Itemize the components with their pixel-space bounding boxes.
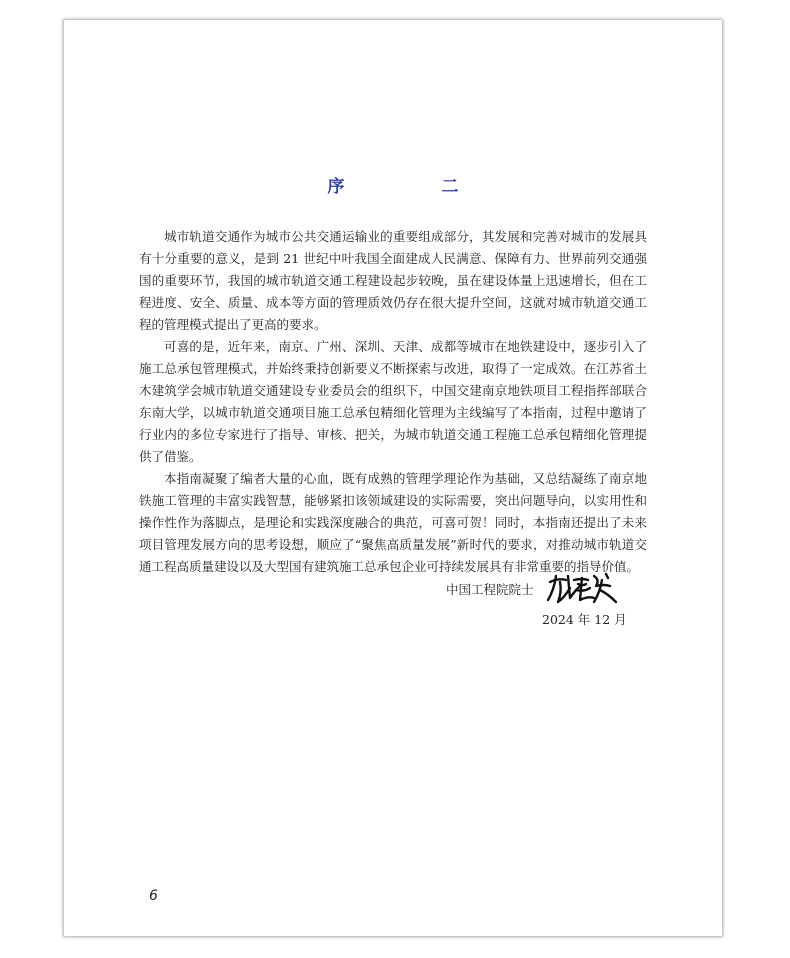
signature-block	[444, 576, 644, 612]
body-text	[139, 226, 647, 578]
paragraph-2: 可喜的是，近年来，南京、广州、深圳、天津、成都等城市在地铁建设中，逐步引入了施工总承包管理模式，并始终秉持创新要义不断探索与改进，取得了一定成效。在江苏省土木建筑学会城市轨道交通建设专业委员会的组织下，中国交建南京地铁项目工程指挥部联合东南大学，以城市轨道交通项目施工总承包精细化管理为主线编写了本指南，过程中邀请了行业内的多位专家进行了指导、审核、把关，为城市轨道交通工程施工总承包精细化管理提供了借鉴。	[139, 339, 647, 464]
date: 2024 年 12 月	[542, 612, 627, 627]
document-page	[64, 20, 722, 936]
signature-label: 中国工程院院士	[446, 582, 534, 597]
paragraph-1: 城市轨道交通作为城市公共交通运输业的重要组成部分，其发展和完善对城市的发展具有十分重要的意义，是到 21 世纪中叶我国全面建成人民满意、保障有力、世界前列交通强国的重要环节，我国的城市轨道交通工程建设起步较晚，虽在建设体量上迅速增长，但在工程进度、安全、质量、成本等方面的管理质效仍存在很大提升空间，这就对城市轨道交通工程的管理模式提出了更高的要求。	[139, 229, 647, 332]
handwritten-signature	[544, 568, 624, 608]
page-title: 序 二	[327, 177, 499, 197]
page-number: 6	[149, 888, 158, 904]
paragraph-3: 本指南凝聚了编者大量的心血，既有成熟的管理学理论作为基础，又总结凝练了南京地铁施工管理的丰富实践智慧，能够紧扣该领域建设的实际需要，突出问题导向，以实用性和操作性作为落脚点，是理论和实践深度融合的典范，可喜可贺！同时，本指南还提出了未来项目管理发展方向的思考设想，顺应了“聚焦高质量发展”新时代的要求，对推动城市轨道交通工程高质量建设以及大型国有建筑施工总承包企业可持续发展具有非常重要的指导价值。	[139, 471, 647, 574]
